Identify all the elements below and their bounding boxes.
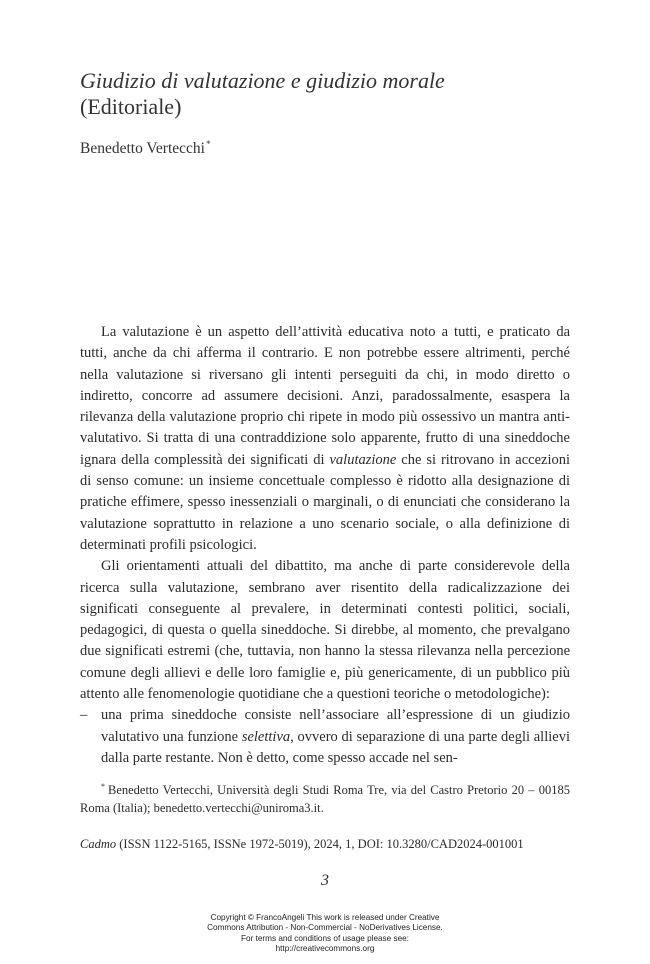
author-byline	[80, 139, 210, 158]
paragraph-1-text-b: che si ritrovano in accezioni di senso comune: un insieme concettuale complesso è ridotto alla designazione di pratiche effimere, spesso inessenziali o marginali, o di enunciati che considerano la valutazione soprattutto in relazione a uno scenario sociale, o alla definizione di determinati profili psicologici.	[80, 451, 570, 553]
license-url: http://creativecommons.org	[275, 944, 375, 954]
title-subtitle: (Editoriale)	[80, 94, 182, 119]
list-item-text-a: una prima sineddoche consiste nell’associare all’espressione di un giudizio valutativo una funzione	[101, 707, 570, 745]
title-main: Giudizio di valutazione e giudizio morale	[80, 68, 445, 93]
footnote-mark: *	[101, 782, 105, 791]
footnote-text: Benedetto Vertecchi, Università degli Studi Roma Tre, via del Castro Pretorio 20 – 00185 Roma (Italia); benedetto.vertecchi@uniroma3.it.	[80, 783, 570, 815]
dash-marker: –	[80, 707, 88, 724]
article-title	[80, 68, 580, 120]
license-line-3: For terms and conditions of usage please see:	[241, 933, 409, 943]
license-line-1: Copyright © FrancoAngeli This work is released under Creative	[210, 913, 440, 922]
author-footnote-mark: *	[205, 139, 211, 149]
footnote	[80, 778, 570, 817]
license-line-2: Commons Attribution - Non-Commercial - NoDerivatives License.	[207, 923, 443, 933]
paragraph-1-text-a: La valutazione è un aspetto dell’attività educativa noto a tutti, e praticato da tutti, anche da chi afferma il contrario. E non potrebbe essere altrimenti, perché nella valutazione si riversano gli intenti perseguiti da chi, in modo diretto o indiretto, concorre ad assumere decisioni. Anzi, paradossalmente, esaspera la rilevanza della valutazione proprio chi ripete in modo più ossessivo un mantra anti-valutativo. Si tratta di una contraddizione solo apparente, frutto di una sineddoche ignara della complessità dei significati di	[80, 324, 570, 468]
journal-citation	[80, 835, 570, 853]
paragraph-2: Gli orientamenti attuali del dibattito, ma anche di parte considerevole della ricerca sulla valutazione, sembrano aver risentito della radicalizzazione dei significati conseguente al prevalere, in determinati contesti politici, sociali, pedagogici, di questa o quella sineddoche. Si direbbe, al momento, che prevalgano due significati estremi (che, tuttavia, non hanno la stessa rilevanza nella percezione comune degli allievi e delle loro famiglie e, più genericamente, di un pubblico più attento alle fenomenologie quotidiane che a questioni teoriche o metodologiche):	[80, 558, 570, 703]
author-name: Benedetto Vertecchi	[80, 140, 205, 157]
bullet-list	[80, 705, 570, 769]
license-notice	[0, 913, 650, 955]
list-item-text-b: , ovvero di separazione di una parte degli allievi dalla parte restante. Non è detto, come spesso accade nel sen-	[101, 728, 570, 766]
list-item	[80, 705, 570, 769]
citation-details: (ISSN 1122-5165, ISSNe 1972-5019), 2024, 1, DOI: 10.3280/CAD2024-001001	[116, 837, 524, 851]
paragraph-1-emphasis: valutazione	[329, 451, 397, 468]
paragraph-1	[80, 322, 570, 556]
list-item-emphasis: selettiva	[241, 728, 291, 745]
article-body	[80, 322, 570, 769]
page-number: 3	[321, 872, 329, 889]
journal-name: Cadmo	[80, 837, 117, 851]
